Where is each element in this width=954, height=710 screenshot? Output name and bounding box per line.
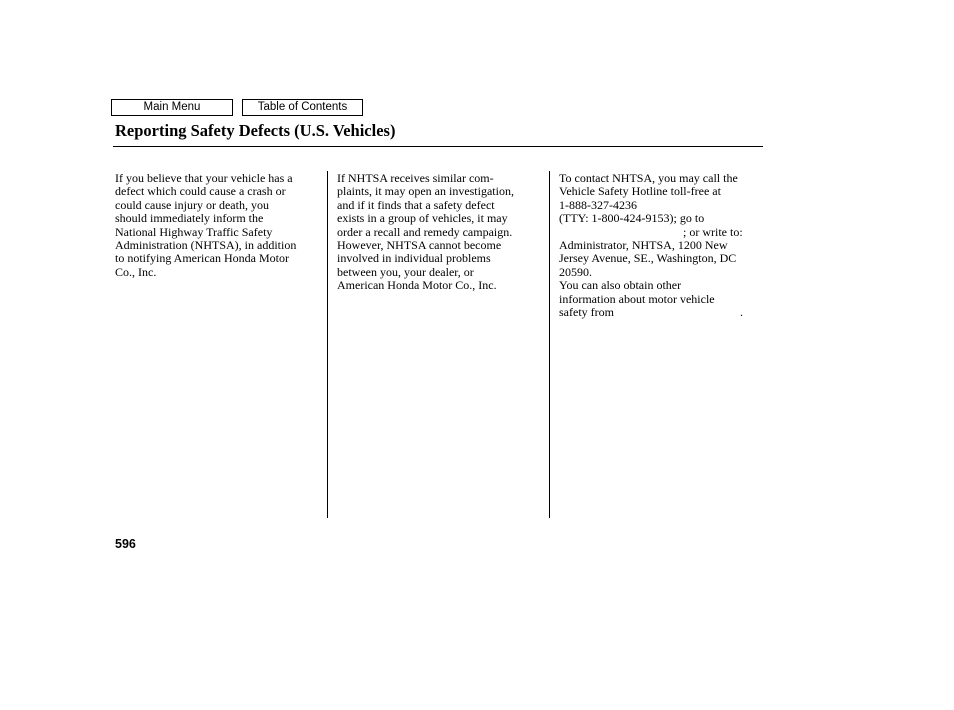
col3-line: Jersey Avenue, SE., Washington, DC	[559, 251, 737, 266]
col2-line: However, NHTSA cannot become	[337, 238, 502, 253]
column-divider	[549, 171, 550, 518]
text-column-2	[337, 172, 543, 293]
col1-line: Co., Inc.	[115, 264, 157, 279]
col3-line: Vehicle Safety Hotline toll-free at	[559, 184, 721, 199]
col1-line: Administration (NHTSA), in addition	[115, 238, 297, 253]
col2-line: plaints, it may open an investigation,	[337, 184, 514, 199]
main-menu-button[interactable]: Main Menu	[111, 99, 233, 116]
col3-line-text: safety from	[559, 305, 614, 320]
col2-line: involved in individual problems	[337, 251, 491, 266]
col2-line: American Honda Motor Co., Inc.	[337, 278, 497, 293]
col3-line	[559, 226, 763, 239]
col1-line: defect which could cause a crash or	[115, 184, 286, 199]
col3-line: 20590.	[559, 264, 592, 279]
col2-line: order a recall and remedy campaign.	[337, 224, 513, 239]
col3-line: 1-888-327-4236	[559, 197, 637, 212]
col2-line: and if it finds that a safety defect	[337, 197, 495, 212]
col3-line	[559, 306, 763, 319]
col1-line: should immediately inform the	[115, 211, 264, 226]
text-column-1	[115, 172, 321, 279]
col1-line: to notifying American Honda Motor	[115, 251, 289, 266]
column-divider	[327, 171, 328, 518]
col1-line: If you believe that your vehicle has a	[115, 171, 293, 185]
col3-line: information about motor vehicle	[559, 291, 715, 306]
col3-line: You can also obtain other	[559, 278, 682, 293]
table-of-contents-button[interactable]: Table of Contents	[242, 99, 363, 116]
col2-line: If NHTSA receives similar com-	[337, 171, 494, 185]
col3-line: (TTY: 1-800-424-9153); go to	[559, 211, 705, 226]
col3-line-text: ; or write to:	[683, 224, 743, 239]
title-underline	[113, 146, 763, 147]
page-number: 596	[115, 537, 136, 551]
col3-line: Administrator, NHTSA, 1200 New	[559, 238, 728, 253]
col2-line: exists in a group of vehicles, it may	[337, 211, 508, 226]
col2-line: between you, your dealer, or	[337, 264, 474, 279]
text-column-3	[559, 172, 763, 319]
col1-line: National Highway Traffic Safety	[115, 224, 273, 239]
col3-line-text: .	[739, 305, 743, 320]
col3-line: To contact NHTSA, you may call the	[559, 171, 738, 185]
page-title: Reporting Safety Defects (U.S. Vehicles)	[115, 121, 396, 140]
col1-line: could cause injury or death, you	[115, 197, 269, 212]
